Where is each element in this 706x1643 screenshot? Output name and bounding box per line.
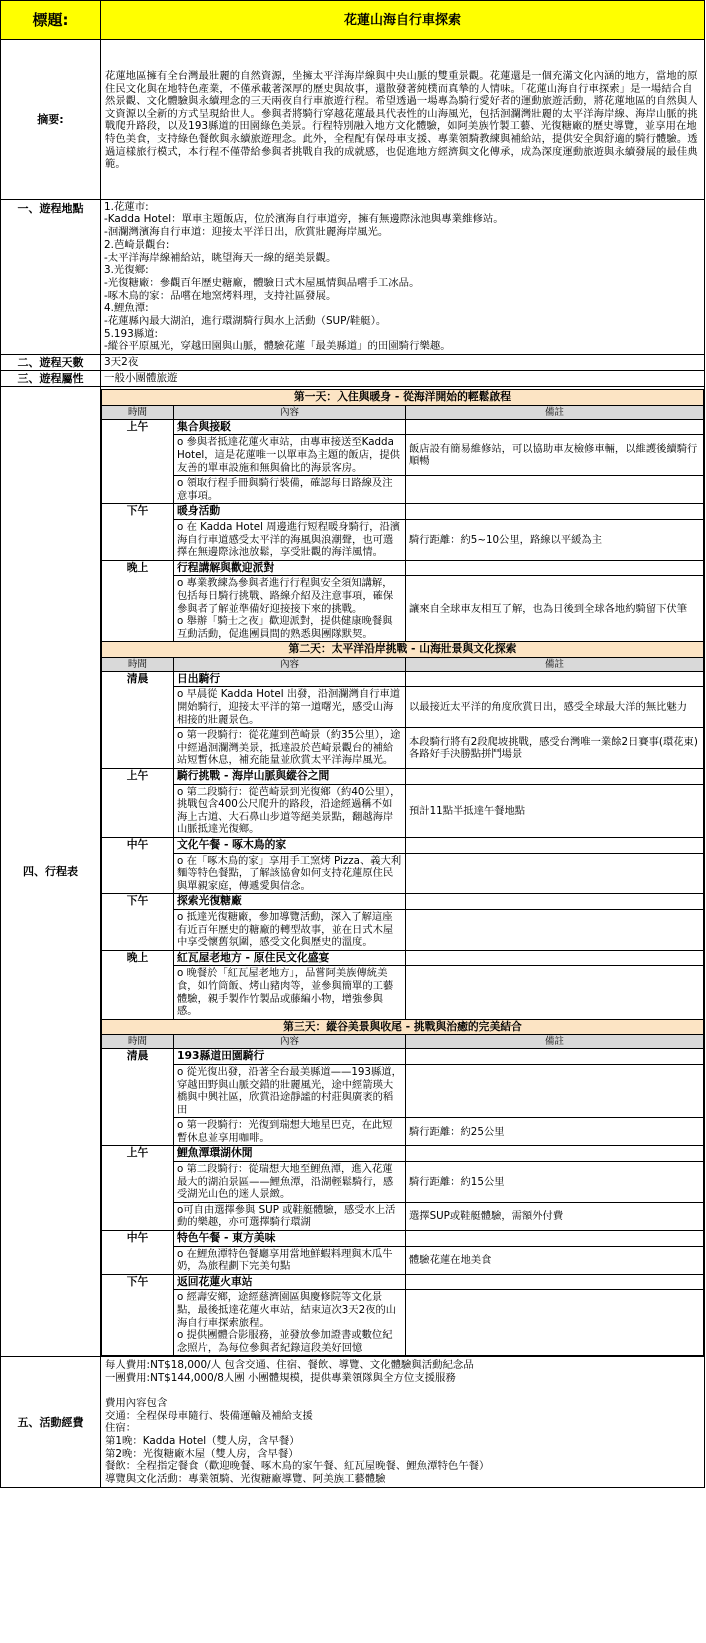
col-content-header: 內容 [174,657,406,671]
time-period: 下午 [102,504,174,560]
note-cell [406,1146,704,1162]
note-cell [406,838,704,854]
cost-line: 每人費用:NT$18,000/人 包含交通、住宿、餐飲、導覽、文化體驗與活動紀念品 [105,1359,474,1372]
activity-note: 騎行距離：約15公里 [406,1162,704,1203]
itinerary-row [1,387,705,1357]
activity-description: o 從光復出發，沿著全台最美縣道——193縣道，穿越田野與山脈交錯的壯麗風光，途中經箭瑛大橋與中興社區，欣賞沿途靜謐的村莊與廣袤的稻田 [174,1064,406,1117]
locations-list [101,199,705,354]
time-period: 清晨 [102,671,174,768]
schedule-item-row [102,1064,704,1117]
activity-description: o 抵達光復糖廠，參加導覽活動，深入了解這座有近百年歷史的糖廠的轉型故事，並在日式木屋中享受懷舊氛圍，感受文化與歷史的溫度。 [174,909,406,950]
activity-note [406,1290,704,1356]
location-line: -太平洋海岸線補給站，眺望海天一線的絕美景觀。 [104,251,337,264]
col-note-header: 備註 [406,1035,704,1049]
itinerary-schedule [101,387,705,1357]
column-header-row [102,405,704,419]
title-row [1,1,705,40]
schedule-row [102,769,704,785]
activity-title: 騎行挑戰 - 海岸山脈與縱谷之間 [174,769,406,785]
schedule-row [102,560,704,576]
schedule-item-row [102,1118,704,1146]
location-line: 5.193縣道: [104,327,159,340]
schedule-row [102,1231,704,1247]
schedule-row [102,671,704,687]
activity-note [406,1064,704,1117]
activity-description: o 早晨從 Kadda Hotel 出發，沿洄瀾灣自行車道開始騎行，迎接太平洋的第一道曙光，感受山海相接的壯麗景色。 [174,687,406,728]
day-title-row [102,642,704,658]
day-title-row [102,390,704,406]
cost-line: 導覽與文化活動：專業領騎、光復糖廠導覽、阿美族工藝體驗 [105,1472,386,1485]
activity-description: o 第二段騎行：從芭崎景到光復鄉（約40公里），挑戰包含400公尺爬升的路段，沿途經過稱不如海上古道、大石鼻山步道等絕美景點，翻越海岸山脈抵達光復鄉。 [174,784,406,837]
activity-note: 以最接近太平洋的角度欣賞日出，感受全球最大洋的無比魅力 [406,687,704,728]
activity-title: 返回花蓮火車站 [174,1274,406,1290]
days-label: 二、遊程天數 [1,355,101,371]
activity-note: 騎行距離：約25公里 [406,1118,704,1146]
activity-title: 特色午餐 - 東方美味 [174,1231,406,1247]
schedule-row [102,894,704,910]
time-period: 上午 [102,1146,174,1231]
location-line: -光復糖廠：參觀百年歷史糖廠，體驗日式木屋風情與品嚐手工冰品。 [104,276,420,289]
page-title: 花蓮山海自行車探索 [101,1,705,40]
summary-text: 花蓮地區擁有全台灣最壯麗的自然資源，坐擁太平洋海岸線與中央山脈的雙重景觀。花蓮還是一個充滿文化內涵的地方，當地的原住民文化與在地特色產業，不僅承載著深厚的歷史與故事，還散發著純樸而真摯的人情味。「花蓮山海自行車探索」是一場結合自然景觀、文化體驗與永續理念的三天兩夜自行車旅遊行程。希望透過一場專為騎行愛好者的運動旅遊活動，將花蓮地區的自然與人文資源以全新的方式呈現給世人。參與者將騎行穿越花蓮最具代表性的山海風光，包括洄瀾灣壯麗的太平洋海岸線、海岸山脈的挑戰爬升路段，以及193縣道的田園綠色美景。行程特別融入地方文化體驗，如阿美族竹製工藝、光復糖廠的歷史導覽，並享用在地特色美食，支持綠色餐飲與永續旅遊理念。此外，全程配有保母車支援、專業領騎教練與補給站，提供安全與舒適的騎行體驗。透過這樣旅行模式，本行程不僅帶給參與者挑戰自我的成就感，也促進地方經濟與文化傳承，成為深度運動旅遊與永續發展的最佳典範。 [101,40,705,200]
schedule-item-row [102,1162,704,1203]
schedule-row [102,504,704,520]
days-row [1,355,705,371]
cost-row [1,1357,705,1488]
cost-line [105,1385,700,1398]
days-value: 3天2夜 [101,355,705,371]
activity-note: 體驗花蓮在地美食 [406,1246,704,1274]
schedule-row [102,950,704,966]
column-header-row [102,657,704,671]
schedule-item-row [102,476,704,504]
schedule-row [102,1049,704,1065]
activity-title: 集合與接駁 [174,419,406,435]
note-cell [406,504,704,520]
schedule-item-row [102,687,704,728]
itinerary-label: 四、行程表 [1,387,101,1357]
schedule-item-row [102,784,704,837]
activity-note: 騎行距離：約5~10公里，路線以平緩為主 [406,519,704,560]
cost-line: 一團費用:NT$144,000/8人團 小團體規模，提供專業領隊與全方位支援服務 [105,1371,456,1384]
activity-title: 暖身活動 [174,504,406,520]
activity-title: 紅瓦屋老地方 - 原住民文化盛宴 [174,950,406,966]
schedule-item-row [102,966,704,1019]
type-label: 三、遊程屬性 [1,371,101,387]
activity-note [406,909,704,950]
type-value: 一般小團體旅遊 [101,371,705,387]
time-period: 晚上 [102,560,174,642]
cost-line: 第2晚：光復糖廠木屋（雙人房，含早餐） [105,1447,299,1460]
schedule-item-row [102,1290,704,1356]
activity-title: 鯉魚潭環湖休閒 [174,1146,406,1162]
locations-row [1,199,705,354]
time-period: 下午 [102,1274,174,1356]
activity-description: o可自由選擇參與 SUP 或鞋艇體驗，感受水上活動的樂趣，亦可選擇騎行環湖 [174,1202,406,1230]
location-line: 2.芭崎景觀台: [104,238,170,251]
summary-row [1,40,705,200]
cost-line: 交通：全程保母車隨行、裝備運輸及補給支援 [105,1409,313,1422]
note-cell [406,769,704,785]
location-line: -花蓮縣內最大湖泊，進行環湖騎行與水上活動（SUP/鞋艇）。 [104,315,387,328]
activity-note: 選擇SUP或鞋艇體驗，需額外付費 [406,1202,704,1230]
location-line: -縱谷平原風光，穿越田園與山脈，體驗花蓮「最美縣道」的田園騎行樂趣。 [104,340,451,353]
schedule-item-row [102,1246,704,1274]
time-period: 中午 [102,838,174,894]
schedule-item-row [102,576,704,642]
schedule-table [101,389,704,1356]
activity-note [406,966,704,1019]
activity-note: 本段騎行將有2段爬坡挑戰，感受台灣唯一業餘2日賽事(環花東)各路好手決勝點拼鬥場景 [406,728,704,769]
cost-label: 五、活動經費 [1,1357,101,1488]
cost-line: 住宿： [105,1422,137,1435]
activity-description: o 領取行程手冊與騎行裝備，確認每日路線及注意事項。 [174,476,406,504]
note-cell [406,1049,704,1065]
locations-label: 一、遊程地點 [1,199,101,354]
schedule-item-row [102,519,704,560]
activity-description: o 第二段騎行：從瑞想大地至鯉魚潭，進入花蓮最大的湖泊景區——鯉魚潭，沿湖輕鬆騎行，感受湖光山色的迷人景緻。 [174,1162,406,1203]
activity-description: o 晚餐於「紅瓦屋老地方」，品嘗阿美族傳統美食，如竹筒飯、烤山豬肉等，並參與簡單的工藝體驗，親手製作竹製品或藤編小物，增強參與感。 [174,966,406,1019]
time-period: 清晨 [102,1049,174,1146]
activity-description: o 在鯉魚潭特色餐廳享用當地鮮蝦料理與木瓜牛奶，為旅程劃下完美句點 [174,1246,406,1274]
activity-description: o 第一段騎行：光復到瑞想大地星巴克，在此短暫休息並享用咖啡。 [174,1118,406,1146]
col-time-header: 時間 [102,1035,174,1049]
schedule-item-row [102,728,704,769]
location-line: 1.花蓮市: [104,200,149,213]
day-title: 第二天：太平洋沿岸挑戰 - 山海壯景與文化探索 [102,642,704,658]
activity-title: 探索光復糖廠 [174,894,406,910]
schedule-row [102,419,704,435]
activity-title: 行程講解與歡迎派對 [174,560,406,576]
activity-note: 飯店設有簡易維修站，可以協助車友檢修車輛，以維護後續騎行順暢 [406,435,704,476]
location-line: -洄瀾灣濱海自行車道：迎接太平洋日出，欣賞壯麗海岸風光。 [104,226,389,239]
time-period: 晚上 [102,950,174,1019]
schedule-row [102,1274,704,1290]
note-cell [406,1274,704,1290]
note-cell [406,419,704,435]
day-title: 第三天：縱谷美景與收尾 - 挑戰與治癒的完美結合 [102,1019,704,1035]
location-line: -啄木鳥的家：品嚐在地窯烤料理，支持社區發展。 [104,289,337,302]
activity-note: 預計11點半抵達午餐地點 [406,784,704,837]
note-cell [406,671,704,687]
type-row [1,371,705,387]
note-cell [406,560,704,576]
activity-note: 讓來自全球車友相互了解，也為日後到全球各地約騎留下伏筆 [406,576,704,642]
schedule-row [102,838,704,854]
location-line: 3.光復鄉: [104,264,149,277]
note-cell [406,1231,704,1247]
activity-description: o 專業教練為參與者進行行程與安全須知講解，包括每日騎行挑戰、路線介紹及注意事項，確保參與者了解並準備好迎接接下來的挑戰。 o 舉辦「騎士之夜」歡迎派對，提供健康晚餐與互動活動，促進團員間的熟悉與團隊默契。 [174,576,406,642]
col-time-header: 時間 [102,405,174,419]
col-content-header: 內容 [174,1035,406,1049]
time-period: 上午 [102,769,174,838]
note-cell [406,894,704,910]
activity-description: o 在「啄木鳥的家」享用手工窯烤 Pizza、義大利麵等特色餐點，了解該協會如何支持花蓮原住民與單親家庭，傳遞愛與信念。 [174,853,406,894]
col-time-header: 時間 [102,657,174,671]
location-line: 4.鯉魚潭: [104,302,149,315]
cost-line: 餐飲：全程指定餐食（歡迎晚餐、啄木鳥的家午餐、紅瓦屋晚餐、鯉魚潭特色午餐） [105,1460,490,1473]
col-content-header: 內容 [174,405,406,419]
col-note-header: 備註 [406,657,704,671]
activity-description: o 參與者抵達花蓮火車站，由專車接送至Kadda Hotel，這是花蓮唯一以單車為主題的飯店，提供友善的單車設施和無與倫比的海景客房。 [174,435,406,476]
schedule-item-row [102,909,704,950]
day-title-row [102,1019,704,1035]
activity-note [406,476,704,504]
time-period: 中午 [102,1231,174,1275]
summary-label: 摘要: [1,40,101,200]
schedule-item-row [102,853,704,894]
cost-details [101,1357,705,1488]
time-period: 上午 [102,419,174,504]
activity-title: 193縣道田園騎行 [174,1049,406,1065]
activity-description: o 第一段騎行：從花蓮到芭崎景（約35公里），途中經過洄瀾灣美景，抵達設於芭崎景觀台的補給站短暫休息，補充能量並欣賞太平洋海岸風光。 [174,728,406,769]
activity-description: o 在 Kadda Hotel 周邊進行短程暖身騎行，沿濱海自行車道感受太平洋的海風與浪潮聲，也可選擇在無邊際泳池放鬆，享受壯觀的海洋風情。 [174,519,406,560]
note-cell [406,950,704,966]
activity-description: o 經壽安鄉，途經慈濟園區與慶修院等文化景點，最後抵達花蓮火車站，結束這次3天2夜的山海自行車探索旅程。 o 提供團體合影服務，並發放參加證書或數位紀念照片，為每位參與者紀錄這段美好回憶 [174,1290,406,1356]
column-header-row [102,1035,704,1049]
location-line: -Kadda Hotel：單車主題飯店，位於濱海自行車道旁，擁有無邊際泳池與專業維修站。 [104,213,504,226]
activity-title: 文化午餐 - 啄木鳥的家 [174,838,406,854]
activity-note [406,853,704,894]
col-note-header: 備註 [406,405,704,419]
schedule-item-row [102,1202,704,1230]
cost-line: 第1晚：Kadda Hotel（雙人房，含早餐） [105,1434,300,1447]
schedule-item-row [102,435,704,476]
day-title: 第一天：入住與暖身 - 從海洋開始的輕鬆啟程 [102,390,704,406]
title-label: 標題: [1,1,101,40]
schedule-row [102,1146,704,1162]
time-period: 下午 [102,894,174,950]
cost-line: 費用內容包含 [105,1397,168,1410]
activity-title: 日出騎行 [174,671,406,687]
